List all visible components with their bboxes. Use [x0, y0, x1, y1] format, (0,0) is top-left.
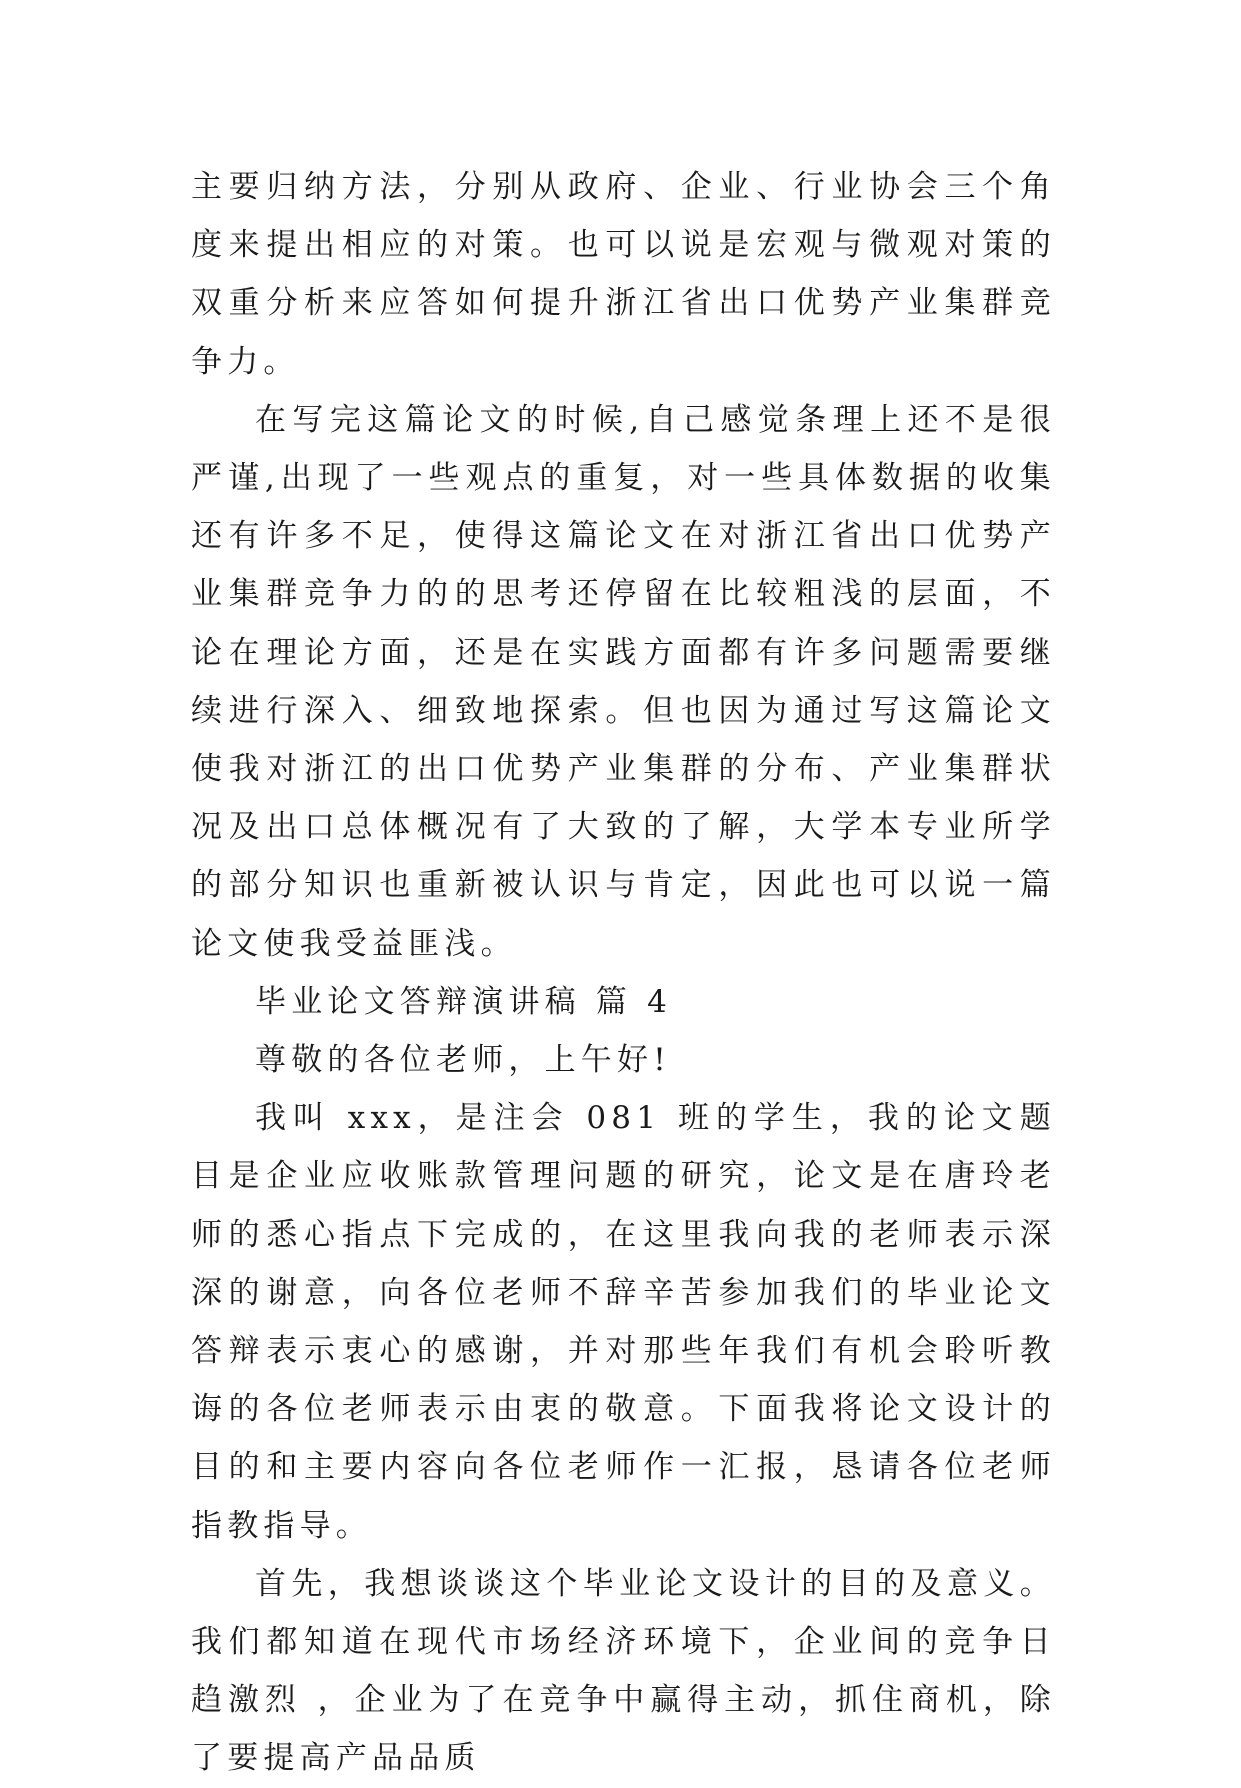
salutation: 尊敬的各位老师，上午好! — [255, 1042, 671, 1079]
paragraph-2: 在写完这篇论文的时候,自己感觉条理上还不是很严谨,出现了一些观点的重复，对一些具体数据的收集还有许多不足，使得这篇论文在对浙江省出口优势产业集群竞争力的的思考还停留在比较粗浅的层面，不论在理论方面，还是在实践方面都有许多问题需要继续进行深入、细致地探索。但也因为通过写这篇论文使我对浙江的出口优势产业集群的分布、产业集群状况及出口总体概况有了大致的了解，大学本专业所学的部分知识也重新被认识与肯定，因此也可以说一篇论文使我受益匪浅。 — [191, 401, 1056, 962]
paragraph-introduction: 我叫 xxx，是注会 081 班的学生，我的论文题目是企业应收账款管理问题的研究，论文是在唐玲老师的悉心指点下完成的，在这里我向我的老师表示深深的谢意，向各位老师不辞辛苦参加我们的毕业论文答辩表示衷心的感谢，并对那些年我们有机会聆听教诲的各位老师表示由衷的敬意。下面我将论文设计的目的和主要内容向各位老师作一汇报，恳请各位老师指教指导。 — [191, 1100, 1056, 1544]
section-heading: 毕业论文答辩演讲稿 篇 4 — [255, 983, 673, 1020]
paragraph-1: 主要归纳方法，分别从政府、企业、行业协会三个角度来提出相应的对策。也可以说是宏观与微观对策的双重分析来应答如何提升浙江省出口优势产业集群竞争力。 — [191, 169, 1056, 380]
document-body — [191, 158, 1056, 1788]
paragraph-purpose: 首先，我想谈谈这个毕业论文设计的目的及意义。我们都知道在现代市场经济环境下，企业间的竞争日趋激烈 ，企业为了在竞争中赢得主动，抓住商机，除了要提高产品品质 — [191, 1565, 1056, 1777]
